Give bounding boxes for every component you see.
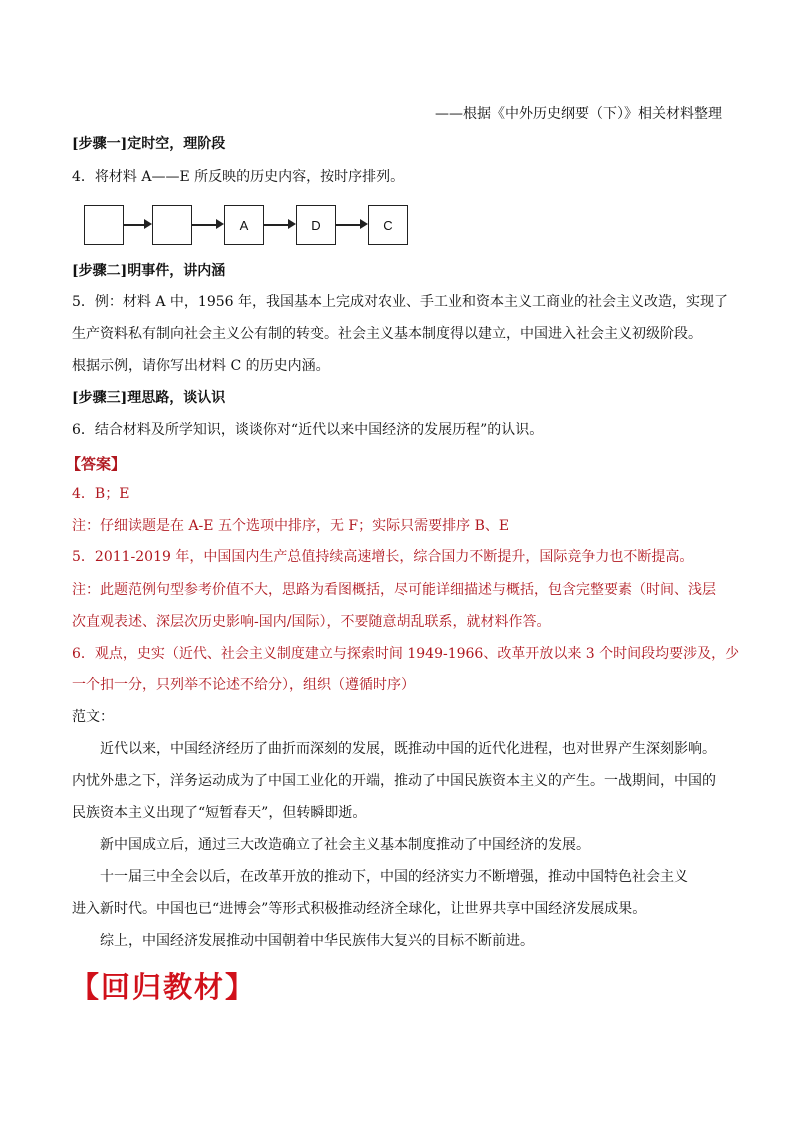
answer-line: 注：仔细读题是在 A-E 五个选项中排序，无 F；实际只需要排序 B、E [72, 518, 510, 534]
model-essay-line: 十一届三中全会以后，在改革开放的推动下，中国的经济实力不断增强，推动中国特色社会主义 [100, 869, 688, 885]
answer-line: 次直观表述、深层次历史影响-国内/国际），不要随意胡乱联系，就材料作答。 [72, 614, 551, 630]
model-essay-line: 进入新时代。中国也已“进博会”等形式积极推动经济全球化，让世界共享中国经济发展成果。 [72, 901, 647, 917]
arrow-icon [192, 224, 224, 226]
model-essay-line: 综上，中国经济发展推动中国朝着中华民族伟大复兴的目标不断前进。 [100, 933, 534, 949]
question-6: 6．结合材料及所学知识，谈谈你对“近代以来中国经济的发展历程”的认识。 [72, 422, 544, 438]
model-essay-line: 内忧外患之下，洋务运动成为了中国工业化的开端，推动了中国民族资本主义的产生。一战期间，中国的 [72, 773, 716, 789]
answer-line: 4．B；E [72, 486, 130, 502]
arrow-icon [264, 224, 296, 226]
answer-line: 注：此题范例句型参考价值不大，思路为看图概括，尽可能详细描述与概括，包含完整要素（时间、浅层 [72, 582, 716, 598]
step1-heading: [步骤一]定时空，理阶段 [72, 136, 226, 152]
sequence-box-3: A [224, 205, 264, 245]
sequence-diagram [84, 205, 414, 249]
answer-line: 5．2011-2019 年，中国国内生产总值持续高速增长，综合国力不断提升，国际竞争力也不断提高。 [72, 549, 694, 565]
sequence-box-4: D [296, 205, 336, 245]
question-5-line-1: 5．例：材料 A 中，1956 年，我国基本上完成对农业、手工业和资本主义工商业的社会主义改造，实现了 [72, 294, 728, 310]
answer-tag: 【答案】 [66, 455, 127, 473]
source-line: ——根据《中外历史纲要（下）》相关材料整理 [435, 106, 722, 122]
step3-heading: [步骤三]理思路，谈认识 [72, 390, 226, 406]
model-essay-line: 近代以来，中国经济经历了曲折而深刻的发展，既推动中国的近代化进程，也对世界产生深刻影响。 [100, 741, 716, 757]
step2-heading: [步骤二]明事件，讲内涵 [72, 263, 226, 279]
question-5-line-3: 根据示例，请你写出材料 C 的历史内涵。 [72, 358, 330, 374]
answer-line: 6．观点，史实（近代、社会主义制度建立与探索时间 1949-1966、改革开放以来 3 个时间段均要涉及，少 [72, 646, 740, 662]
answer-line: 一个扣一分，只列举不论述不给分），组织（遵循时序） [72, 677, 415, 693]
return-to-textbook-banner: 【回归教材】 [70, 970, 257, 1004]
arrow-icon [336, 224, 368, 226]
model-essay-label: 范文： [72, 709, 114, 725]
sequence-box-2 [152, 205, 192, 245]
arrow-icon [124, 224, 152, 226]
sequence-box-5: C [368, 205, 408, 245]
sequence-box-1 [84, 205, 124, 245]
model-essay-line: 新中国成立后，通过三大改造确立了社会主义基本制度推动了中国经济的发展。 [100, 837, 590, 853]
model-essay-line: 民族资本主义出现了“短暂春天”，但转瞬即逝。 [72, 805, 367, 821]
question-4: 4．将材料 A——E 所反映的历史内容，按时序排列。 [72, 169, 405, 185]
question-5-line-2: 生产资料私有制向社会主义公有制的转变。社会主义基本制度得以建立，中国进入社会主义初级阶段。 [72, 326, 702, 342]
